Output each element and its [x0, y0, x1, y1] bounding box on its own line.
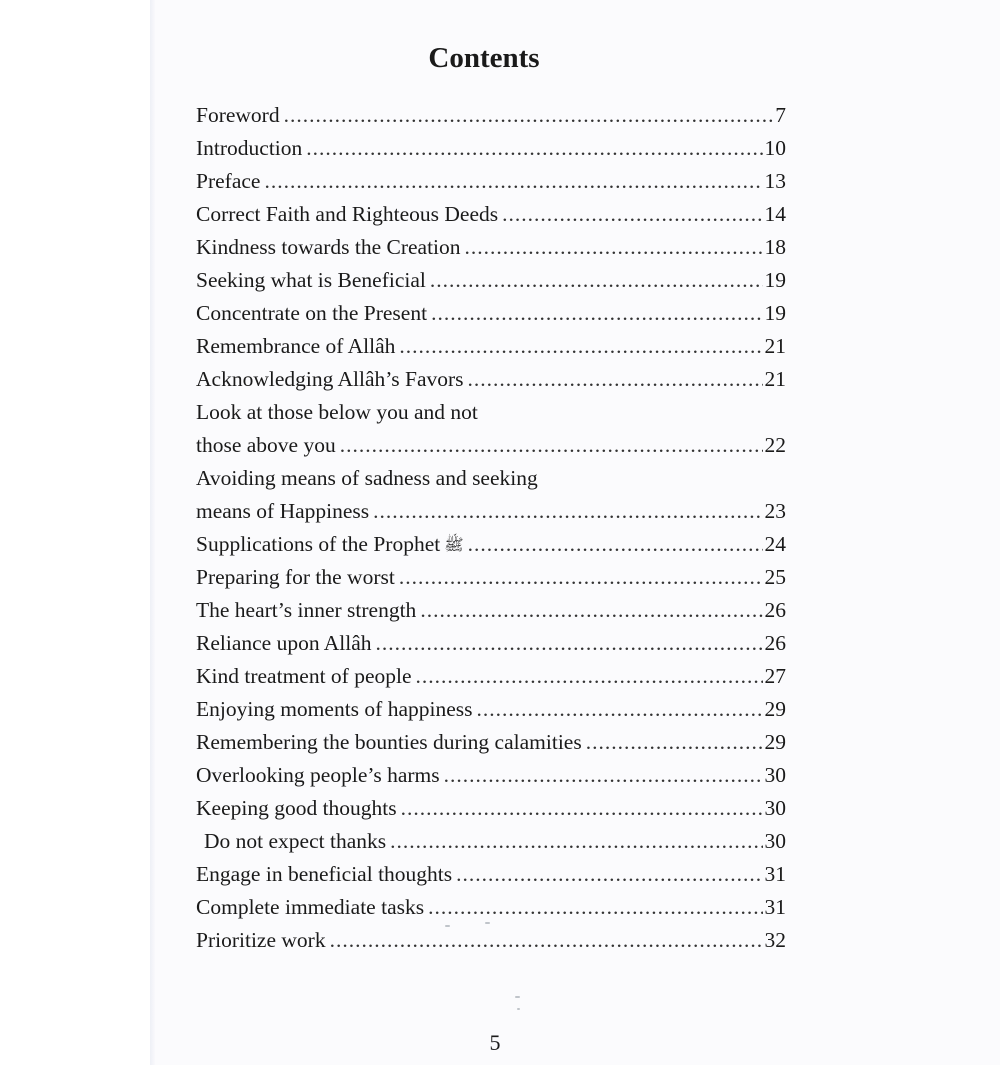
toc-entry-page: 10 — [764, 136, 786, 160]
toc-entry-page: 26 — [764, 631, 786, 655]
toc-entry-label: Enjoying moments of happiness — [196, 697, 473, 721]
toc-entry-label: Kindness towards the Creation — [196, 235, 461, 259]
toc-entry — [196, 924, 786, 957]
toc-entry-label: Correct Faith and Righteous Deeds — [196, 202, 499, 226]
toc-entry-label: means of Happiness — [196, 499, 370, 523]
toc-entry-label: Preface — [196, 169, 261, 193]
toc-leader-dots — [340, 429, 763, 462]
print-speck — [485, 922, 490, 924]
toc-entry-page: 13 — [764, 169, 786, 193]
toc-entry — [196, 297, 786, 330]
toc-entry-label: Remembrance of Allâh — [196, 334, 396, 358]
toc-entry-label: Preparing for the worst — [196, 565, 395, 589]
toc-entry-page: 23 — [764, 499, 786, 523]
toc-entry-label-text: Supplications of the Prophet — [196, 532, 441, 556]
toc-entry — [196, 759, 786, 792]
toc-entry-page: 26 — [764, 598, 786, 622]
toc-entry-page: 31 — [764, 862, 786, 886]
toc-leader-dots — [431, 297, 762, 330]
toc-leader-dots — [399, 330, 762, 363]
toc-entry-page: 22 — [764, 433, 786, 457]
toc-entry-label: Acknowledging Allâh’s Favors — [196, 367, 464, 391]
toc-leader-dots — [420, 594, 762, 627]
toc-entry — [196, 561, 786, 594]
table-of-contents — [196, 99, 786, 957]
toc-leader-dots — [264, 165, 762, 198]
toc-entry-label: Reliance upon Allâh — [196, 631, 372, 655]
toc-entry — [196, 792, 786, 825]
toc-entry-label: Concentrate on the Present — [196, 301, 428, 325]
toc-entry-page: 21 — [764, 367, 786, 391]
toc-leader-dots — [376, 627, 763, 660]
toc-leader-dots — [373, 495, 762, 528]
toc-leader-dots — [430, 264, 763, 297]
toc-entry-label — [196, 528, 464, 562]
toc-entry — [196, 594, 786, 627]
prophet-honorific-mark: ﷺ — [444, 537, 464, 554]
toc-entry-page: 27 — [764, 664, 786, 688]
toc-entry — [196, 165, 786, 198]
toc-entry-label: Complete immediate tasks — [196, 895, 425, 919]
toc-entry-label: Kind treatment of people — [196, 664, 412, 688]
toc-entry-first-line — [196, 462, 786, 495]
toc-entry-label-line1: Look at those below you and not — [196, 400, 478, 424]
toc-entry-label: Do not expect thanks — [204, 829, 387, 853]
toc-leader-dots — [428, 891, 762, 924]
toc-entry-page: 31 — [764, 895, 786, 919]
toc-entry-page: 30 — [764, 829, 786, 853]
toc-entry-label: Remembering the bounties during calamities — [196, 730, 582, 754]
toc-leader-dots — [468, 363, 763, 396]
toc-entry — [196, 99, 786, 132]
toc-entry-page: 30 — [764, 763, 786, 787]
toc-leader-dots — [284, 99, 774, 132]
toc-leader-dots — [477, 693, 763, 726]
toc-leader-dots — [502, 198, 762, 231]
toc-entry — [196, 132, 786, 165]
toc-entry-page: 25 — [764, 565, 786, 589]
toc-entry — [196, 858, 786, 891]
toc-entry — [196, 330, 786, 363]
toc-entry — [196, 627, 786, 660]
toc-entry-label: Foreword — [196, 103, 280, 127]
toc-entry-page: 21 — [764, 334, 786, 358]
toc-entry-label: those above you — [196, 433, 336, 457]
page-number: 5 — [489, 1030, 501, 1055]
toc-leader-dots — [401, 792, 763, 825]
toc-leader-dots — [468, 528, 763, 561]
toc-entry-page: 19 — [764, 301, 786, 325]
toc-entry-page: 19 — [764, 268, 786, 292]
toc-entry-page: 14 — [764, 202, 786, 226]
toc-entry-label: Keeping good thoughts — [196, 796, 397, 820]
toc-entry-label: The heart’s inner strength — [196, 598, 417, 622]
toc-leader-dots — [465, 231, 763, 264]
toc-entry-page: 18 — [764, 235, 786, 259]
toc-entry-label: Introduction — [196, 136, 303, 160]
toc-entry-first-line — [196, 396, 786, 429]
page-title: Contents — [428, 42, 540, 74]
toc-entry-page: 30 — [764, 796, 786, 820]
toc-leader-dots — [399, 561, 763, 594]
toc-leader-dots — [416, 660, 763, 693]
toc-leader-dots — [586, 726, 763, 759]
toc-entry-page: 29 — [764, 730, 786, 754]
toc-entry-label: Prioritize work — [196, 928, 326, 952]
toc-entry — [196, 825, 786, 858]
toc-entry — [196, 429, 786, 462]
toc-entry-label: Engage in beneficial thoughts — [196, 862, 453, 886]
toc-entry — [196, 198, 786, 231]
print-speck — [517, 1008, 520, 1010]
toc-entry-page: 24 — [764, 532, 786, 556]
toc-entry — [196, 891, 786, 924]
toc-entry-label-line1: Avoiding means of sadness and seeking — [196, 466, 538, 490]
toc-leader-dots — [456, 858, 762, 891]
toc-entry — [196, 528, 786, 561]
toc-entry — [196, 231, 786, 264]
toc-entry-label: Seeking what is Beneficial — [196, 268, 426, 292]
toc-entry-page: 32 — [764, 928, 786, 952]
toc-entry-page: 7 — [775, 103, 786, 127]
toc-entry-label: Overlooking people’s harms — [196, 763, 440, 787]
toc-entry — [196, 693, 786, 726]
toc-leader-dots — [330, 924, 763, 957]
toc-entry — [196, 726, 786, 759]
toc-entry — [196, 660, 786, 693]
toc-entry — [196, 495, 786, 528]
toc-entry — [196, 363, 786, 396]
toc-entry — [196, 264, 786, 297]
toc-leader-dots — [444, 759, 763, 792]
toc-entry-page: 29 — [764, 697, 786, 721]
toc-leader-dots — [306, 132, 762, 165]
print-speck — [445, 925, 450, 927]
print-speck — [515, 996, 520, 998]
toc-leader-dots — [390, 825, 762, 858]
